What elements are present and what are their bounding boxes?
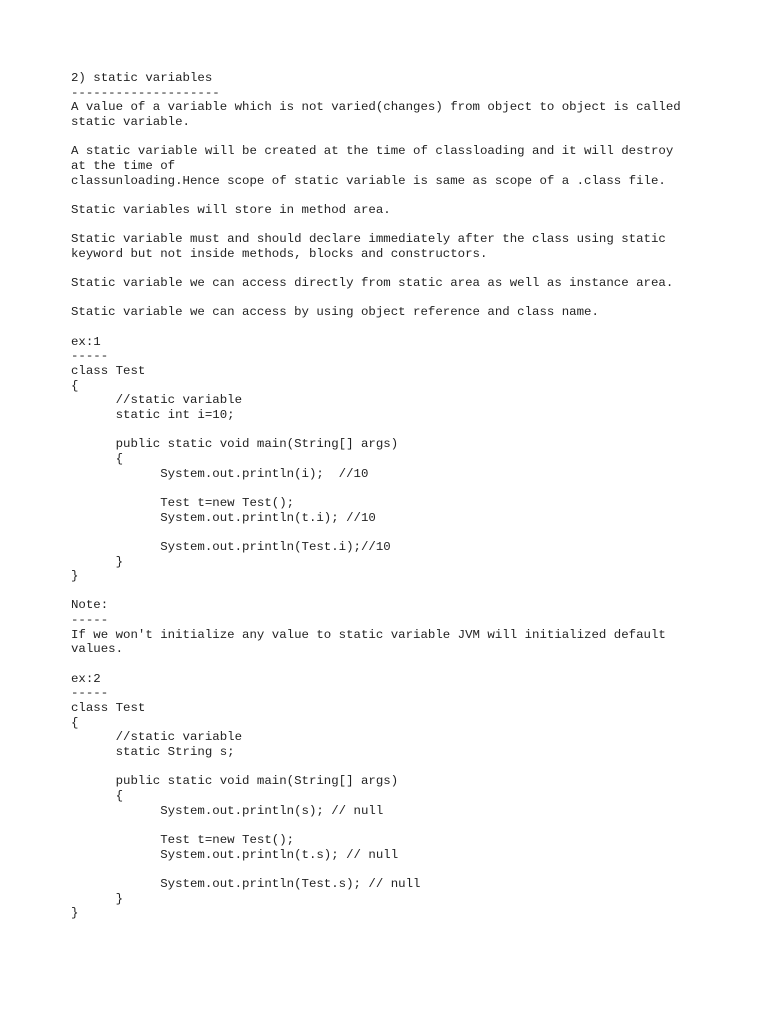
code-line [71,525,731,540]
note-underline: ----- [71,613,109,628]
storage-text: Static variables will store in method area. [71,202,391,217]
code-line: } [71,906,79,921]
code-line: } [71,554,124,569]
access-text: Static variable we can access directly from static area as well as instance area. [71,276,674,291]
document-page [71,71,731,921]
code-line: class Test [71,364,146,379]
code-line: Test t=new Test(); [71,495,295,510]
blank-line [71,657,731,672]
section-heading: 2) static variables [71,71,213,85]
code-line: System.out.println(t.s); // null [71,847,399,862]
blank-line [71,320,731,335]
code-line: Test t=new Test(); [71,832,295,847]
blank-line [71,291,731,306]
definition-text: A value of a variable which is not varied(changes) from object to object is called [71,100,681,115]
blank-line [71,218,731,233]
code-line: { [71,451,124,466]
code-line: { [71,378,79,393]
code-line [71,423,731,438]
heading-underline: -------------------- [71,85,220,100]
declaration-text: Static variable must and should declare immediately after the class using static [71,232,666,247]
code-line [71,862,731,877]
example-heading: ex:2 [71,671,101,686]
code-line: //static variable [71,393,243,408]
code-line [71,760,731,775]
blank-line [71,130,731,145]
code-line: public static void main(String[] args) [71,437,399,452]
code-line: System.out.println(i); //10 [71,466,369,481]
code-line: public static void main(String[] args) [71,774,399,789]
code-line: class Test [71,701,146,716]
lifecycle-text: classunloading.Hence scope of static variable is same as scope of a .class file. [71,173,666,188]
code-line: { [71,788,124,803]
code-line [71,818,731,833]
example-underline: ----- [71,686,109,701]
code-line: } [71,569,79,584]
code-line: { [71,715,79,730]
note-heading: Note: [71,598,109,613]
code-line: static String s; [71,745,235,760]
example-underline: ----- [71,349,109,364]
code-line: System.out.println(t.i); //10 [71,510,376,525]
declaration-text: keyword but not inside methods, blocks and constructors. [71,246,488,261]
code-line: } [71,891,124,906]
lifecycle-text: A static variable will be created at the time of classloading and it will destroy [71,144,674,159]
code-line: System.out.println(Test.i);//10 [71,539,391,554]
code-line: //static variable [71,730,243,745]
code-line [71,481,731,496]
code-line: System.out.println(Test.s); // null [71,876,421,891]
blank-line [71,584,731,599]
note-text: values. [71,642,124,657]
note-text: If we won't initialize any value to static variable JVM will initialized default [71,627,666,642]
access-text: Static variable we can access by using object reference and class name. [71,305,599,320]
blank-line [71,188,731,203]
code-line: static int i=10; [71,408,235,422]
lifecycle-text: at the time of [71,158,176,173]
example-heading: ex:1 [71,334,101,349]
blank-line [71,261,731,276]
definition-text: static variable. [71,114,190,129]
code-line: System.out.println(s); // null [71,803,384,818]
